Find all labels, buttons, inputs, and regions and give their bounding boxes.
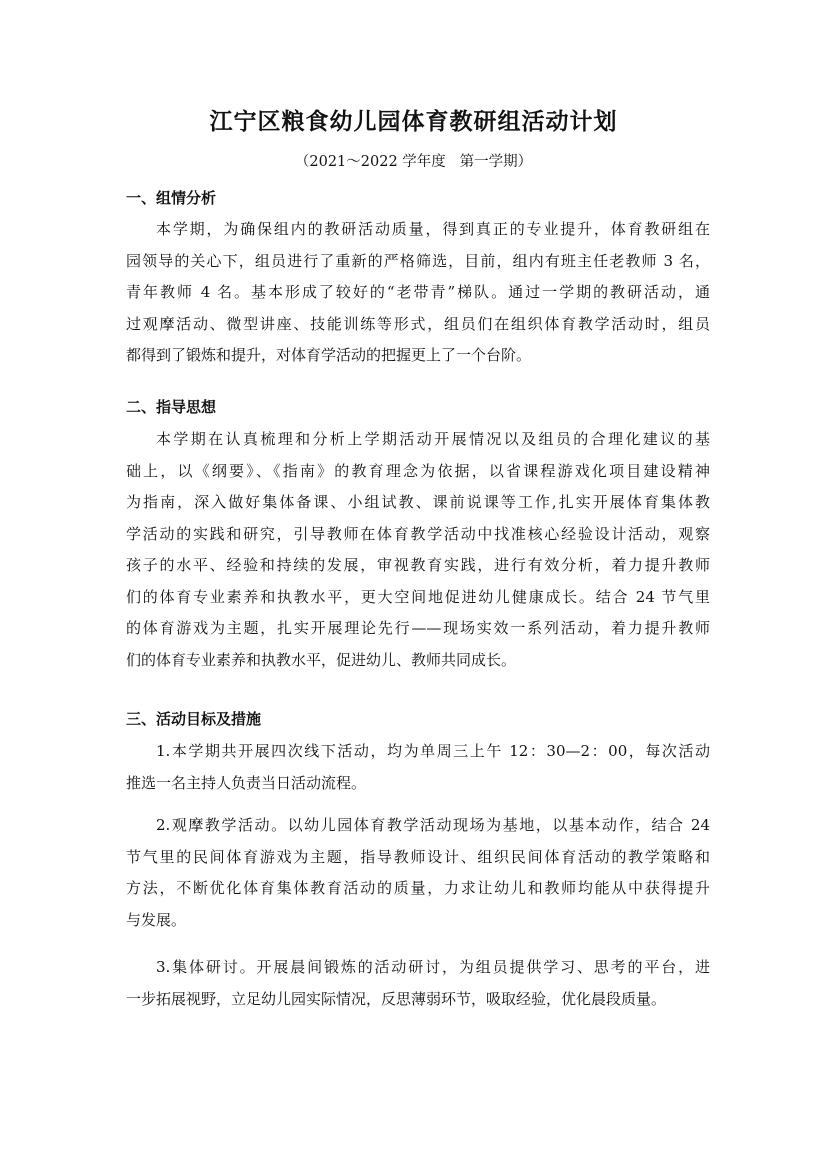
section-paragraph (126, 214, 710, 372)
text-line: 过观摩活动、微型讲座、技能训练等形式，组员们在组织体育教学活动时，组员 (126, 314, 710, 333)
text-line: 础上，以《纲要》、《指南》的教育理念为依据，以省课程游戏化项目建设精神 (126, 461, 710, 480)
document-title: 江宁区粮食幼儿园体育教研组活动计划 (209, 108, 618, 135)
text-line: 节气里的民间体育游戏为主题，指导教师设计、组织民间体育活动的教学策略和 (126, 847, 710, 866)
text-line: 一步拓展视野，立足幼儿园实际情况，反思薄弱环节，吸取经验，优化晨段质量。 (126, 989, 667, 1008)
text-line: 2.观摩教学活动。以幼儿园体育教学活动现场为基地，以基本动作，结合 24 (156, 816, 710, 834)
text-line: 方法，不断优化体育集体教育活动的质量，力求让幼儿和教师均能从中获得提升 (126, 879, 710, 897)
text-line: 都得到了锻炼和提升，对体育学活动的把握更上了一个台阶。 (126, 346, 532, 364)
text-line: 孩子的水平、经验和持续的发展，审视教育实践，进行有效分析，着力提升教师 (126, 556, 710, 574)
section-paragraph (126, 952, 710, 1015)
text-line: 本学期，为确保组内的教研活动质量，得到真正的专业提升，体育教研组在 (156, 220, 710, 238)
text-line: 青年教师 4 名。基本形成了较好的“老带青”梯队。通过一学期的教研活动，通 (126, 283, 710, 301)
text-line: 3.集体研讨。开展晨间锻炼的活动研讨，为组员提供学习、思考的平台，进 (156, 958, 710, 976)
text-line: 1.本学期共开展四次线下活动，均为单周三上午 12：30—2：00，每次活动 (156, 742, 710, 760)
section-heading: 一、组情分析 (126, 189, 217, 207)
text-line: 为指南，深入做好集体备课、小组试教、课前说课等工作,扎实开展体育集体教 (126, 493, 710, 511)
text-line: 推选一名主持人负责当日活动流程。 (126, 773, 367, 792)
text-line: 们的体育专业素养和执教水平，促进幼儿、教师共同成长。 (126, 650, 517, 669)
section-heading: 二、指导思想 (126, 398, 217, 416)
text-line: 园领导的关心下，组员进行了重新的严格筛选，目前，组内有班主任老教师 3 名， (126, 251, 710, 270)
text-line: 们的体育专业素养和执教水平，更大空间地促进幼儿健康成长。结合 24 节气里 (126, 587, 710, 606)
document-subtitle: （2021～2022 学年度 第一学期） (294, 154, 533, 170)
section-heading: 三、活动目标及措施 (126, 710, 262, 728)
text-line: 本学期在认真梳理和分析上学期活动开展情况以及组员的合理化建议的基 (156, 430, 710, 448)
section-paragraph (126, 736, 710, 799)
text-line: 的体育游戏为主题，扎实开展理论先行——现场实效一系列活动，着力提升教师 (126, 619, 710, 637)
section-paragraph (126, 810, 710, 936)
text-line: 与发展。 (126, 910, 187, 929)
section-paragraph (126, 424, 710, 676)
text-line: 学活动的实践和研究，引导教师在体育教学活动中找准核心经验设计活动，观察 (126, 524, 710, 543)
